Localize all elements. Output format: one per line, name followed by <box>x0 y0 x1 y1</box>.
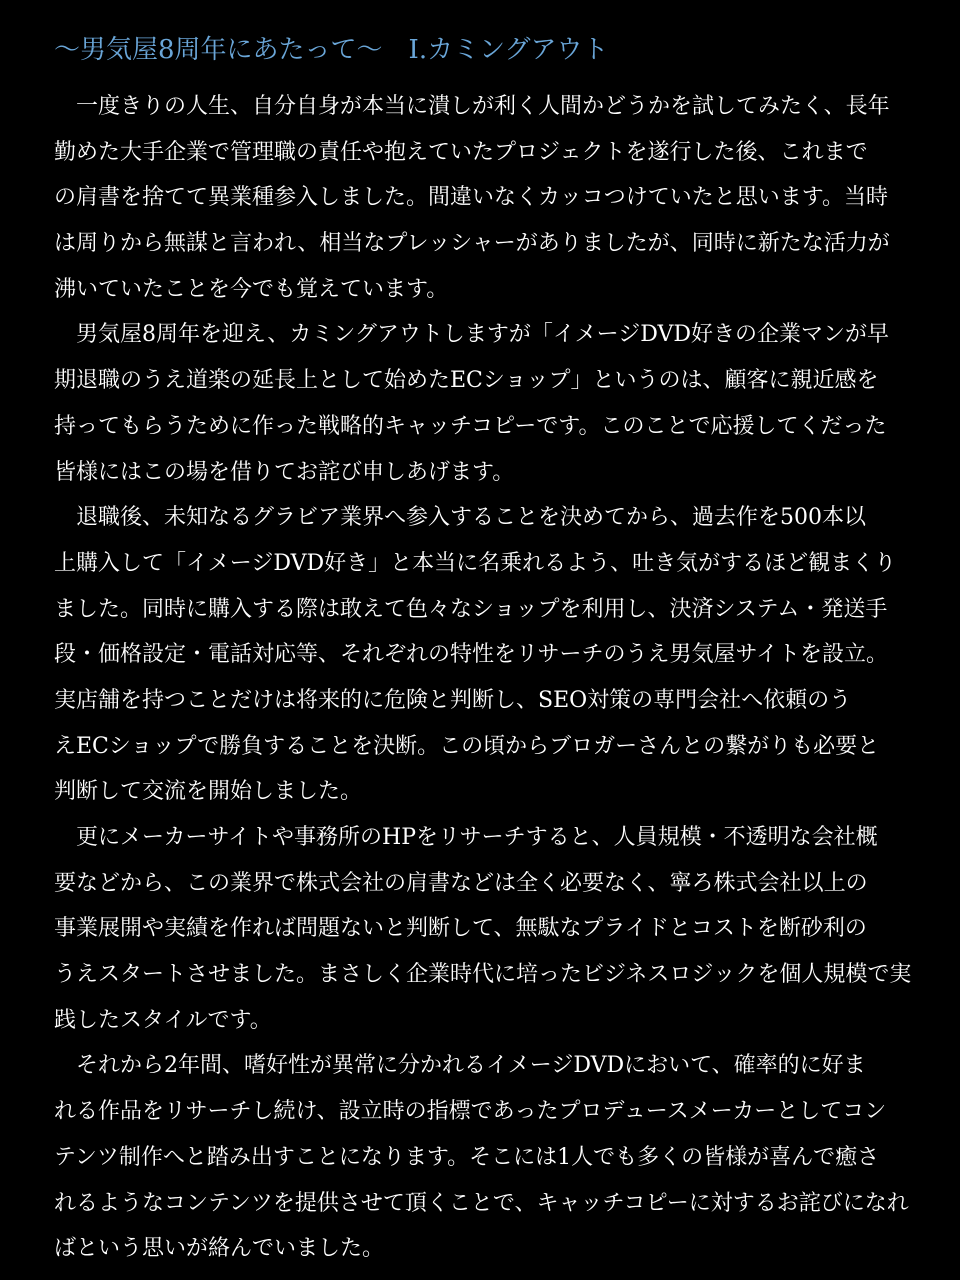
text-line: 男気屋8周年を迎え、カミングアウトしますが「イメージDVD好きの企業マンが早 <box>54 322 889 348</box>
text-line: ました。同時に購入する際は敢えて色々なショップを利用し、決済システム・発送手 <box>54 596 888 622</box>
text-line: 更にメーカーサイトや事務所のHPをリサーチすると、人員規模・不透明な会社概 <box>54 825 878 850</box>
text-line: は周りから無謀と言われ、相当なプレッシャーがありましたが、同時に新たな活力が <box>54 231 890 257</box>
page-title: ～男気屋8周年にあたって～ Ⅰ.カミングアウト <box>54 35 609 65</box>
text-line: 一度きりの人生、自分自身が本当に潰しが利く人間かどうかを試してみたく、長年 <box>54 94 890 119</box>
text-line: 持ってもらうために作った戦略的キャッチコピーです。このことで応援してくだった <box>54 413 887 439</box>
text-line: 要などから、この業界で株式会社の肩書などは全く必要なく、寧ろ株式会社以上の <box>54 870 868 896</box>
text-line: それから2年間、嗜好性が異常に分かれるイメージDVDにおいて、確率的に好ま <box>54 1053 866 1079</box>
text-line: 践したスタイルです。 <box>54 1007 272 1033</box>
text-line: テンツ制作へと踏み出すことになります。そこには1人でも多くの皆様が喜んで癒さ <box>54 1144 880 1170</box>
text-line: 退職後、未知なるグラビア業界へ参入することを決めてから、過去作を500本以 <box>54 505 866 531</box>
body-text <box>54 84 924 1272</box>
text-line: 期退職のうえ道楽の延長上として始めたECショップ」というのは、顧客に親近感を <box>54 368 879 394</box>
text-line: うえスタートさせました。まさしく企業時代に培ったビジネスロジックを個人規模で実 <box>54 962 912 988</box>
text-line: ばという思いが絡んでいました。 <box>54 1236 385 1262</box>
text-line: 判断して交流を開始しました。 <box>54 779 363 805</box>
text-line: 勤めた大手企業で管理職の責任や抱えていたプロジェクトを遂行した後、これまで <box>54 139 868 165</box>
text-line: 実店舗を持つことだけは将来的に危険と判断し、SEO対策の専門会社へ依頼のう <box>54 687 852 713</box>
text-line: 段・価格設定・電話対応等、それぞれの特性をリサーチのうえ男気屋サイトを設立。 <box>54 642 889 668</box>
text-line: 上購入して「イメージDVD好き」と本当に名乗れるよう、吐き気がするほど観まくり <box>54 550 897 576</box>
text-line: 皆様にはこの場を借りてお詫び申しあげます。 <box>54 459 515 485</box>
text-line: の肩書を捨てて異業種参入しました。間違いなくカッコつけていたと思います。当時 <box>54 185 889 211</box>
text-line: れる作品をリサーチし続け、設立時の指標であったプロデュースメーカーとしてコン <box>54 1099 887 1125</box>
text-line: えECショップで勝負することを決断。この頃からブロガーさんとの繋がりも必要と <box>54 733 880 759</box>
text-line: 事業展開や実績を作れば問題ないと判断して、無駄なプライドとコストを断砂利の <box>54 916 867 942</box>
text-line: れるようなコンテンツを提供させて頂くことで、キャッチコピーに対するお詫びになれ <box>54 1190 909 1216</box>
text-line: 沸いていたことを今でも覚えています。 <box>54 276 449 302</box>
